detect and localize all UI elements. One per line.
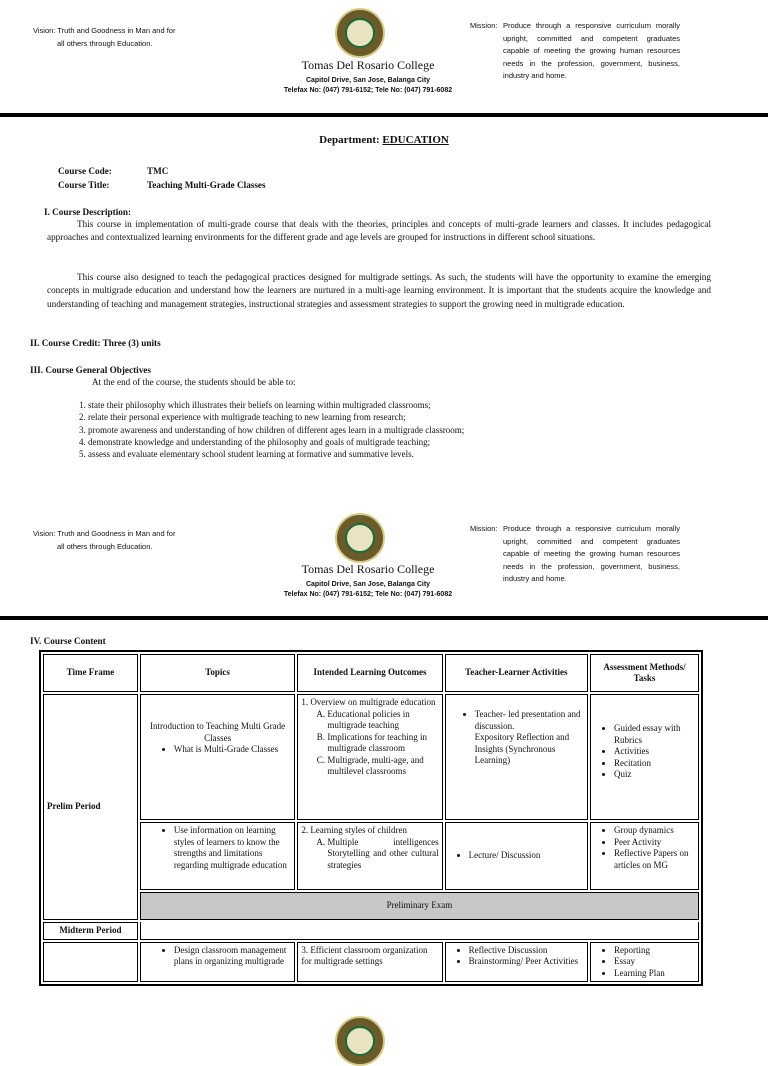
column-header: Time Frame (43, 654, 138, 692)
objectives-list (72, 399, 712, 460)
topic-title: Introduction to Teaching Multi Grade Classes (150, 721, 286, 743)
department-value: EDUCATION (382, 134, 449, 146)
course-credit: II. Course Credit: Three (3) units (30, 338, 161, 348)
table-header-row (43, 654, 699, 692)
description-paragraph-1: This course in implementation of multi-grade course that deals with the theories, principles and concepts of multi-grade learners and classes. It includes pedagogical approaches and contextualized learning environments for the different grade and age levels are grouped for instructions in different school situations. (47, 219, 711, 243)
college-address: Capitol Drive, San Jose, Balanga City (305, 77, 431, 84)
table-row (43, 822, 699, 890)
assessment-cell (590, 942, 699, 983)
vision-line-2: all others through Education. (57, 542, 153, 551)
ilo-title: 3. Efficient classroom organization for multigrade settings (301, 944, 428, 966)
preliminary-exam-cell (140, 892, 699, 920)
objectives-intro: At the end of the course, the students should be able to: (92, 377, 296, 387)
assessment-cell (590, 822, 699, 890)
mission-label: Mission: (470, 21, 498, 30)
topic-bullet: • What is Multi-Grade Classes (174, 744, 291, 756)
ilo-item: A. Multiple intelligences Storytelling and other cultural strategies (327, 837, 438, 872)
college-telefax: Telefax No: (047) 791-6152; Tele No: (047) 791-6082 (283, 87, 453, 94)
prelim-period-cell (43, 694, 138, 920)
column-header: Assessment Methods/ Tasks (590, 654, 699, 692)
college-seal-logo-2 (335, 513, 385, 563)
assessment-item: • Guided essay with Rubrics (614, 723, 695, 746)
course-code: TMC (147, 166, 169, 176)
department-line (0, 134, 768, 146)
ilo-cell (297, 942, 442, 983)
description-paragraph-2: This course also designed to teach the pedagogical practices designed for multigrade settings. As such, the students will have the opportunity to examine the emerging concepts in multigrade education and understand how the learners are nurtured in a multi-age learning environment. It is important that the students acquire the knowledge and understanding of teaching and management strategies, instructional strategies and assessment strategies to support the growing need in multigrade education. (47, 272, 711, 309)
activity-cell (445, 822, 588, 890)
objective-item: 5. assess and evaluate elementary school student learning at formative and summative levels. (88, 448, 712, 460)
mission-statement (470, 20, 680, 83)
mission-statement-2 (470, 523, 680, 586)
objectives-heading: III. Course General Objectives (30, 365, 151, 375)
header-divider-2 (0, 616, 768, 620)
preliminary-exam-label: Preliminary Exam (386, 900, 453, 911)
objective-item: 3. promote awareness and understanding of how children of different ages learn in a multigrade classroom; (88, 424, 712, 436)
topic-cell (140, 694, 295, 820)
column-header: Teacher-Learner Activities (445, 654, 588, 692)
column-header: Topics (140, 654, 295, 692)
ilo-cell (297, 694, 442, 820)
table-row (43, 942, 699, 983)
ilo-title: 1. Overview on multigrade education (301, 697, 436, 707)
college-name: Tomas Del Rosario College (301, 562, 435, 576)
activity-cell (445, 694, 588, 820)
midterm-period-label: Midterm Period (59, 925, 122, 935)
prelim-period-label: Prelim Period (47, 801, 101, 812)
college-seal-logo (335, 8, 385, 58)
vision-line-2: all others through Education. (57, 39, 153, 48)
assessment-item: • Reporting (614, 945, 695, 957)
assessment-item: • Peer Activity (614, 837, 695, 849)
course-title: Teaching Multi-Grade Classes (147, 180, 266, 190)
topic-cell (140, 942, 295, 983)
activity-detail: Expository Reflection and Insights (Synchronous Learning) (474, 732, 570, 765)
course-content-heading: IV. Course Content (30, 636, 106, 646)
midterm-spacer (140, 922, 699, 940)
table-row (43, 922, 699, 940)
description-heading: I. Course Description: (44, 207, 132, 217)
ilo-cell (297, 822, 442, 890)
ilo-title: 2. Learning styles of children (301, 825, 408, 835)
college-telefax: Telefax No: (047) 791-6152; Tele No: (047) 791-6082 (283, 591, 453, 598)
activity-item: • Brainstorming/ Peer Activities (469, 956, 584, 968)
ilo-item: C. Multigrade, multi-age, and multilevel classrooms (327, 755, 438, 778)
objective-item: 2. relate their personal experience with multigrade teaching to new learning from research; (88, 411, 712, 423)
college-header-2 (248, 562, 488, 598)
assessment-item: • Quiz (614, 769, 695, 781)
course-code-label: Course Code: (58, 166, 112, 176)
department-label: Department: (319, 134, 380, 146)
assessment-item: • Recitation (614, 758, 695, 770)
objective-item: 4. demonstrate knowledge and understanding of the philosophy and goals of multigrade teaching; (88, 436, 712, 448)
assessment-item: • Activities (614, 746, 695, 758)
college-name: Tomas Del Rosario College (301, 58, 435, 72)
vision-statement-2 (33, 527, 203, 553)
ilo-item: B. Implications for teaching in multigrade classroom (327, 732, 438, 755)
mission-label: Mission: (470, 524, 498, 533)
vision-statement (33, 24, 203, 50)
topic-cell (140, 822, 295, 890)
midterm-period-cell (43, 922, 138, 940)
mission-text: Produce through a responsive curriculum morally upright, committed and competent graduates capable of meeting the growing human resources needs in the profession, government, business, industry and home. (503, 21, 680, 80)
assessment-item: • Reflective Papers on articles on MG (614, 848, 695, 871)
college-address: Capitol Drive, San Jose, Balanga City (305, 581, 431, 588)
header-divider (0, 113, 768, 117)
course-title-label: Course Title: (58, 180, 110, 190)
college-header (248, 58, 488, 94)
activity-cell (445, 942, 588, 983)
activity-item: • Teacher- led presentation and discussion. (475, 709, 584, 732)
table-row (43, 892, 699, 920)
table-row (43, 694, 699, 820)
activity-item: • Reflective Discussion (469, 945, 584, 957)
activity-item: • Lecture/ Discussion (469, 850, 584, 862)
mission-text: Produce through a responsive curriculum morally upright, committed and competent graduates capable of meeting the growing human resources needs in the profession, government, business, industry and home. (503, 524, 680, 583)
assessment-item: • Group dynamics (614, 825, 695, 837)
assessment-cell (590, 694, 699, 820)
ilo-item: A. Educational policies in multigrade teaching (327, 709, 438, 732)
topic-bullet: • Design classroom management plans in organizing multigrade (174, 945, 291, 968)
objective-item: 1. state their philosophy which illustrates their beliefs on learning within multigraded classrooms; (88, 399, 712, 411)
vision-line-1: Vision: Truth and Goodness in Man and for (33, 26, 176, 35)
topic-bullet: • Use information on learning styles of learners to know the strengths and limitations regarding multigrade education (174, 825, 291, 871)
assessment-item: • Essay (614, 956, 695, 968)
course-content-table (39, 650, 703, 986)
timeframe-cell (43, 942, 138, 983)
assessment-item: • Learning Plan (614, 968, 695, 980)
vision-line-1: Vision: Truth and Goodness in Man and for (33, 529, 176, 538)
column-header: Intended Learning Outcomes (297, 654, 442, 692)
